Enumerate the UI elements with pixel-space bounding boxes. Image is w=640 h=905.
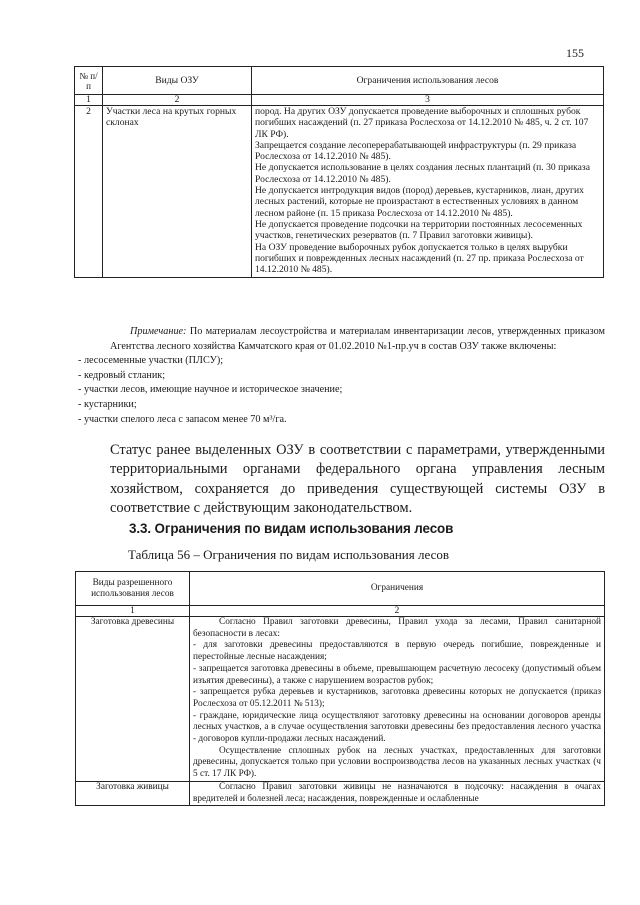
ozu-restrictions-table [74, 66, 604, 278]
restriction-paragraph: - запрещается рубка деревьев и кустарников, заготовка древесины которых не допускается (приказ Рослесхоза от 05.12.2011 № 513); [193, 687, 601, 709]
col-number: 2 [103, 95, 252, 106]
header-restrictions: Ограничения использования лесов [252, 67, 604, 95]
restriction-paragraph: - граждане, юридические лица осуществляют заготовку древесины на основании договоров аренды лесных участков, а в случае осуществления заготовки древесины без предоставления лесного участка - договоров купли-продажи лесных насаждений. [193, 710, 601, 745]
ozu-type: Участки леса на крутых горных склонах [103, 106, 252, 278]
restriction-paragraph: - для заготовки древесины предоставляются в первую очередь погибшие, поврежденные и перестойные лесные насаждения; [193, 640, 601, 663]
status-paragraph: Статус ранее выделенных ОЗУ в соответствии с параметрами, утвержденными территориальными органами федерального органа управления лесным хозяйством, сохраняется до приведения существующей системы ОЗУ в соответствие с действующим законодательством. [110, 442, 605, 517]
usage-restrictions-table [75, 571, 605, 806]
note-list-item: - участки спелого леса с запасом менее 70 м³/га. [78, 413, 287, 425]
restriction-item: Не допускается проведение подсочки на территории постоянных лесосеменных участков, генетических резерватов (п. 7 Правил заготовки живицы). [255, 218, 583, 242]
note-list [78, 354, 605, 427]
note-text: По материалам лесоустройства и материалам инвентаризации лесов, утвержденных приказом Агентства лесного хозяйства Камчатского края от 01.02.2010 №1-пр.уч в состав ОЗУ также включены: [110, 326, 605, 352]
restrictions-cell [190, 781, 605, 805]
col-number: 1 [75, 95, 103, 106]
header-restrictions: Ограничения [190, 572, 605, 606]
col-number: 3 [252, 95, 604, 106]
note-label: Примечание: [130, 326, 187, 337]
header-num: № п/п [75, 67, 103, 95]
col-number: 2 [190, 606, 605, 617]
note-list-item: - кустарники; [78, 398, 137, 410]
header-usage-type: Виды разрешенного использования лесов [76, 572, 190, 606]
restriction-item: пород. На других ОЗУ допускается проведение выборочных и сплошных рубок погибших насаждений (п. 27 приказа Рослесхоза от 14.12.2010 № 485, ч. 2 ст. 107 ЛК РФ). [255, 106, 589, 140]
page-number: 155 [566, 46, 584, 60]
table-caption: Таблица 56 – Ограничения по видам использования лесов [128, 547, 449, 562]
note-list-item: - участки лесов, имеющие научное и историческое значение; [78, 384, 343, 396]
usage-type: Заготовка древесины [76, 617, 190, 782]
note-block [78, 325, 605, 427]
restriction-item: Запрещается создание лесоперерабатывающей инфраструктуры (п. 29 приказа Рослесхоза от 14.12.2010 № 485). [255, 139, 577, 163]
restriction-item: На ОЗУ проведение выборочных рубок допускается только в целях вырубки погибших и поврежденных лесных насаждений (п. 27 пр. приказа Рослесхоза от 14.12.2010 № 485). [255, 241, 584, 276]
header-ozu-type: Виды ОЗУ [103, 67, 252, 95]
restriction-item: Не допускается использование в целях создания лесных плантаций (п. 30 приказа Рослесхоза от 14.12.2010 № 485). [255, 162, 590, 185]
row-number: 2 [75, 106, 103, 278]
note-list-item: - лесосеменные участки (ПЛСУ); [78, 355, 224, 367]
restriction-paragraph: Осуществление сплошных рубок на лесных участках, предоставленных для заготовки древесины, допускается только при условии воспроизводства лесов на указанных лесных участках (ч 5 ст. 17 ЛК РФ). [193, 745, 601, 780]
restriction-paragraph: - запрещается заготовка древесины в объеме, превышающем расчетную лесосеку (допустимый объем изъятия древесины), а также с нарушением возрастов рубок; [193, 663, 601, 686]
restriction-paragraph: Согласно Правил заготовки древесины, Правил ухода за лесами, Правил санитарной безопасности в лесах: [193, 617, 601, 639]
col-number: 1 [76, 606, 190, 617]
restriction-paragraph: Согласно Правил заготовки живицы не назначаются в подсочку: насаждения в очагах вредителей и болезней леса; насаждения, поврежденные и ослабленные [193, 781, 601, 804]
restrictions-cell [252, 106, 604, 278]
section-heading: 3.3. Ограничения по видам использования лесов [129, 521, 454, 536]
note-list-item: - кедровый стланик; [78, 369, 166, 381]
usage-type: Заготовка живицы [76, 781, 190, 805]
restrictions-cell [190, 617, 605, 782]
restriction-item: Не допускается интродукция видов (пород) деревьев, кустарников, лиан, других лесных растений, которые не произрастают в естественных условиях в данном лесном районе (п. 15 приказа Рослесхоза от 14.12.2010 № 485). [255, 185, 584, 219]
